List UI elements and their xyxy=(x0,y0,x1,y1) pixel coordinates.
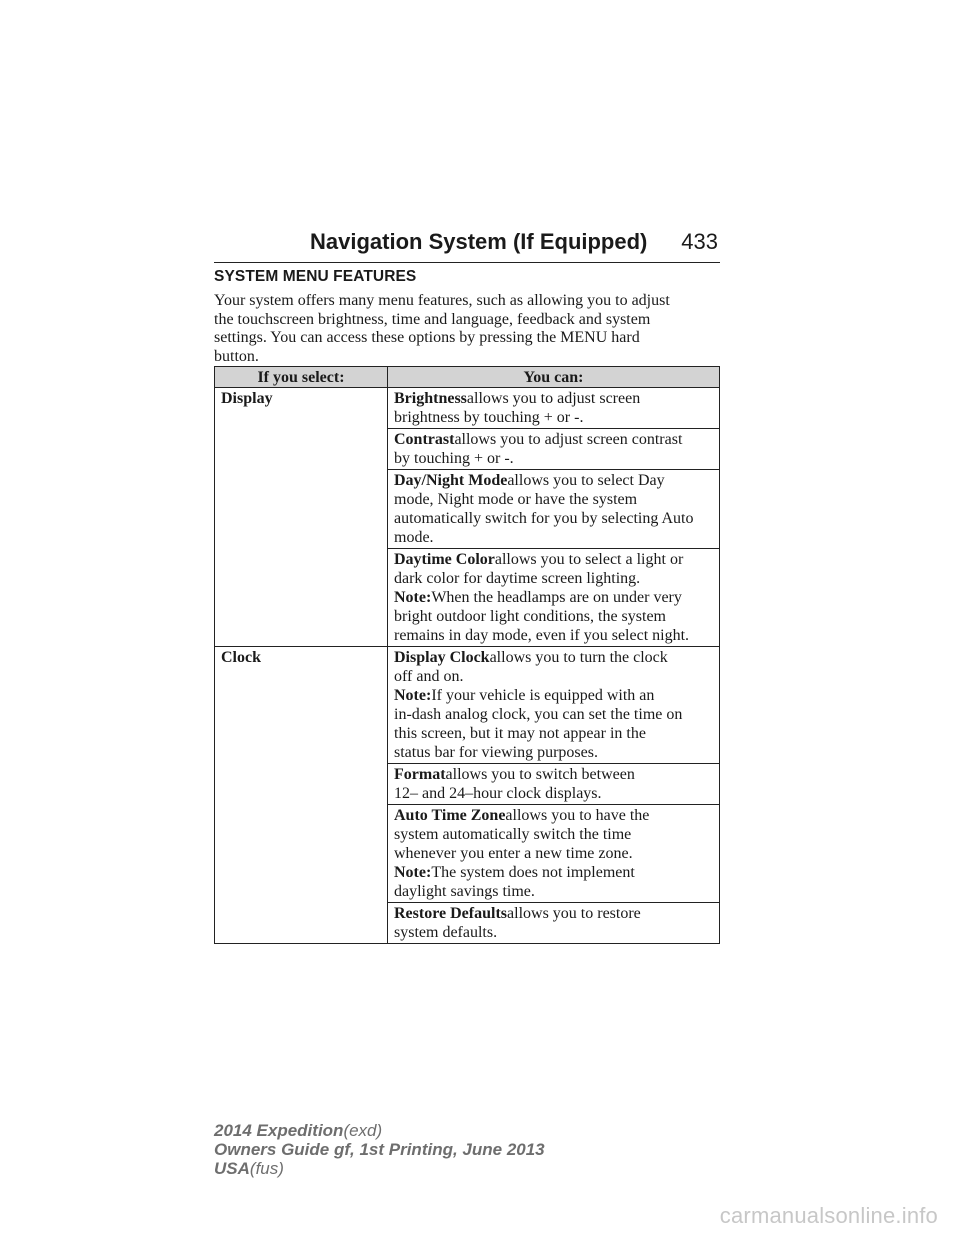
page-header xyxy=(214,226,720,263)
table-header-row xyxy=(215,367,720,388)
feature-text: allows you to switch between xyxy=(445,766,635,783)
feature-day-night-mode xyxy=(388,470,720,549)
intro-line: button. xyxy=(214,347,259,365)
note xyxy=(394,686,717,705)
note-text-cont: bright outdoor light conditions, the system xyxy=(394,608,666,625)
feature-text-cont: automatically switch for you by selecting Auto xyxy=(394,510,694,527)
feature-term: Brightness xyxy=(394,390,467,407)
feature-text: allows you to adjust screen contrast xyxy=(454,431,683,448)
footer-line-market xyxy=(214,1159,545,1178)
feature-text: allows you to select a light or xyxy=(494,551,684,568)
footer-market: USA xyxy=(214,1159,250,1178)
feature-contrast xyxy=(388,429,720,470)
section-heading: SYSTEM MENU FEATURES xyxy=(214,268,417,285)
note-text: If your vehicle is equipped with an xyxy=(431,687,655,704)
feature-text: allows you to select Day xyxy=(507,472,665,489)
feature-term: Restore Defaults xyxy=(394,905,508,922)
feature-text: allows you to have the xyxy=(505,807,650,824)
feature-text-cont: system automatically switch the time xyxy=(394,826,632,843)
feature-term: Display Clock xyxy=(394,649,490,666)
feature-text-cont: system defaults. xyxy=(394,924,498,941)
page-number: 433 xyxy=(681,229,718,254)
note-text-cont: this screen, but it may not appear in the xyxy=(394,725,646,742)
feature-term: Day/Night Mode xyxy=(394,472,508,489)
feature-term: Format xyxy=(394,766,446,783)
row-label-display: Display xyxy=(215,388,388,647)
feature-text-cont: mode, Night mode or have the system xyxy=(394,491,638,508)
feature-text-cont: 12– and 24–hour clock displays. xyxy=(394,785,602,802)
feature-text-cont: whenever you enter a new time zone. xyxy=(394,845,633,862)
column-header-select: If you select: xyxy=(215,367,388,388)
footer-printing: Owners Guide gf, 1st Printing, June 2013 xyxy=(214,1140,545,1159)
table-row xyxy=(215,388,720,429)
note xyxy=(394,588,717,607)
feature-term: Contrast xyxy=(394,431,455,448)
feature-text: allows you to restore xyxy=(507,905,641,922)
document-footer xyxy=(214,1121,545,1178)
note-text: When the headlamps are on under very xyxy=(431,589,682,606)
intro-line: Your system offers many menu features, such as allowing you to adjust xyxy=(214,292,670,309)
menu-features-table xyxy=(214,366,720,944)
note-label: Note: xyxy=(394,687,432,704)
feature-term: Auto Time Zone xyxy=(394,807,506,824)
note-text-cont: daylight savings time. xyxy=(394,883,535,900)
row-label-clock: Clock xyxy=(215,647,388,944)
footer-market-code: (fus) xyxy=(249,1159,284,1178)
table-row xyxy=(215,647,720,764)
feature-brightness xyxy=(388,388,720,429)
header-title: Navigation System (If Equipped) xyxy=(310,229,648,254)
watermark-text: carmanualsonline.info xyxy=(719,1203,938,1228)
feature-display-clock xyxy=(388,647,720,764)
feature-text-cont: by touching + or -. xyxy=(394,450,514,467)
note-text-cont: in-dash analog clock, you can set the time on xyxy=(394,706,683,723)
footer-model-code: (exd) xyxy=(343,1121,383,1140)
note-label: Note: xyxy=(394,589,432,606)
feature-text-cont: off and on. xyxy=(394,668,464,685)
intro-line: settings. You can access these options by pressing the MENU hard xyxy=(214,329,640,346)
feature-text-cont: dark color for daytime screen lighting. xyxy=(394,570,641,587)
intro-line: the touchscreen brightness, time and language, feedback and system xyxy=(214,310,651,328)
feature-term: Daytime Color xyxy=(394,551,495,568)
footer-line-model xyxy=(214,1121,545,1140)
note-text-cont: status bar for viewing purposes. xyxy=(394,744,598,761)
feature-daytime-color xyxy=(388,549,720,647)
intro-paragraph xyxy=(214,292,720,366)
feature-restore-defaults xyxy=(388,903,720,944)
note-text-cont: remains in day mode, even if you select night. xyxy=(394,627,690,644)
column-header-can: You can: xyxy=(388,367,720,388)
note xyxy=(394,863,717,882)
feature-format xyxy=(388,764,720,805)
note-text: The system does not implement xyxy=(431,864,635,881)
note-label: Note: xyxy=(394,864,432,881)
feature-text: allows you to adjust screen xyxy=(466,390,641,407)
feature-text: allows you to turn the clock xyxy=(489,649,668,666)
footer-model: 2014 Expedition xyxy=(214,1121,344,1140)
feature-auto-time-zone xyxy=(388,805,720,903)
feature-text-cont: mode. xyxy=(394,529,434,546)
feature-text-cont: brightness by touching + or -. xyxy=(394,409,584,426)
